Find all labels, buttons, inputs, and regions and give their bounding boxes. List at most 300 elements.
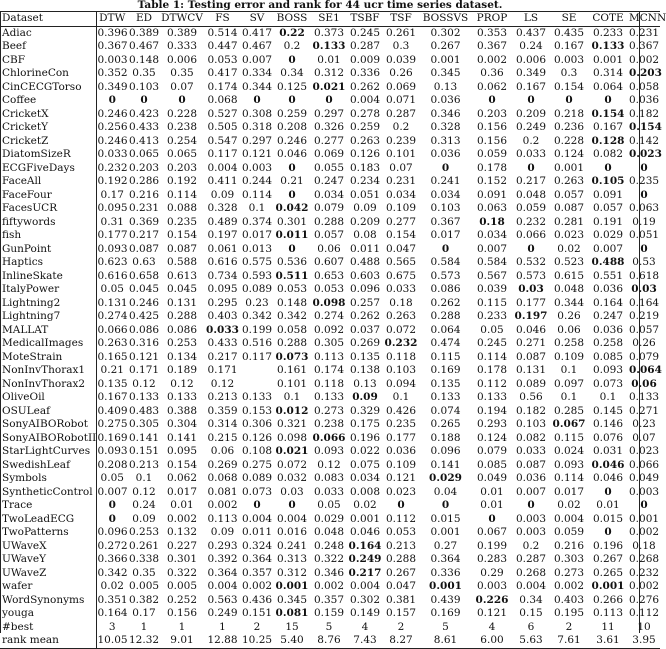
table-cell: 0.079 <box>476 445 508 458</box>
table-cell: 0.177 <box>97 229 128 242</box>
table-row <box>0 445 660 459</box>
table-cell: 0.068 <box>207 94 238 107</box>
table-cell: 0.046 <box>591 458 625 471</box>
table-cell: 0.022 <box>349 445 381 458</box>
summary-cell: 5.63 <box>512 634 550 648</box>
table-cell: 0.208 <box>276 121 308 134</box>
table-cell: 0.042 <box>275 202 309 215</box>
table-cell: 0.616 <box>97 269 128 282</box>
table-cell: 0.02 <box>353 499 377 512</box>
table-cell: 0.489 <box>207 215 238 228</box>
table-cell: 0 <box>397 499 405 512</box>
table-cell: 0.01 <box>317 53 341 66</box>
table-row <box>0 553 660 567</box>
summary-cell: 7.61 <box>550 634 588 648</box>
table-cell: 0.109 <box>385 202 417 215</box>
table-cell: 0.085 <box>592 350 624 363</box>
table-cell: 0.095 <box>207 283 238 296</box>
table-cell: 0.082 <box>515 431 547 444</box>
table-cell: 0.003 <box>242 161 273 174</box>
dataset-name: CricketZ <box>0 135 96 149</box>
table-cell: 0.235 <box>629 175 660 188</box>
table-cell: 0.002 <box>629 580 660 593</box>
header-row <box>0 12 660 27</box>
table-cell: 0.034 <box>476 229 508 242</box>
table-cell: 0.268 <box>515 566 547 579</box>
table-cell: 0.113 <box>592 607 624 620</box>
table-cell: 0.149 <box>349 607 381 620</box>
table-cell: 0.091 <box>476 188 508 201</box>
table-cell: 0.436 <box>242 593 273 606</box>
table-cell: 0.157 <box>385 607 417 620</box>
table-cell: 0.073 <box>592 377 624 390</box>
table-row <box>0 297 660 311</box>
table-cell: 0.053 <box>313 283 345 296</box>
table-cell: 0.133 <box>129 391 160 404</box>
table-cell: 0.302 <box>430 26 461 39</box>
table-cell: 0.005 <box>166 580 198 593</box>
table-cell: 0.417 <box>242 26 273 39</box>
table-cell: 0.133 <box>166 391 198 404</box>
table-row <box>0 337 660 351</box>
table-cell: 0.072 <box>385 323 417 336</box>
table-cell: 0.217 <box>348 566 382 579</box>
table-cell: 0.208 <box>97 458 128 471</box>
table-caption: Table 1: Testing error and rank for 44 ucr time series dataset. <box>137 0 503 11</box>
table-cell: 0.029 <box>592 229 624 242</box>
table-cell: 0.007 <box>476 242 508 255</box>
table-cell: 0.313 <box>276 553 308 566</box>
table-cell: 0.467 <box>129 40 160 53</box>
table-cell: 0.133 <box>430 391 461 404</box>
table-cell: 0.112 <box>629 607 660 620</box>
table-cell: 0.474 <box>430 337 461 350</box>
column-header: Dataset <box>0 12 96 27</box>
table-cell: 0.197 <box>207 229 238 242</box>
table-cell: 0.031 <box>592 445 624 458</box>
table-cell: 0.575 <box>242 256 273 269</box>
table-cell: 0.02 <box>100 580 124 593</box>
table-cell: 0.023 <box>629 148 662 161</box>
table-cell: 0.133 <box>313 391 345 404</box>
table-cell: 0.287 <box>349 40 381 53</box>
table-cell: 0.316 <box>129 337 160 350</box>
summary-cell: 3 <box>108 620 116 633</box>
summary-cell: 6 <box>527 620 535 633</box>
table-cell: 0.232 <box>515 215 547 228</box>
table-cell: 0.523 <box>553 256 585 269</box>
table-cell: 0.082 <box>592 148 624 161</box>
table-cell: 0.258 <box>553 337 585 350</box>
table-cell: 0.069 <box>385 80 417 93</box>
table-cell: 0.231 <box>385 175 417 188</box>
table-cell: 0.154 <box>166 229 198 242</box>
table-cell: 0.308 <box>242 107 273 120</box>
table-cell: 0.178 <box>476 364 508 377</box>
table-cell: 0.039 <box>385 53 417 66</box>
table-cell: 0.231 <box>129 202 160 215</box>
summary-cell: 2 <box>565 620 573 633</box>
table-cell: 0.249 <box>207 607 238 620</box>
table-cell: 0.051 <box>629 229 660 242</box>
table-row <box>0 175 660 189</box>
table-cell: 0.132 <box>166 526 198 539</box>
table-cell: 0.096 <box>430 445 461 458</box>
table-cell: 0.261 <box>129 539 160 552</box>
dataset-name: Adiac <box>0 26 96 40</box>
dataset-name: SyntheticControl <box>0 486 96 500</box>
table-cell: 0.318 <box>242 121 273 134</box>
table-cell: 0.21 <box>280 175 304 188</box>
table-cell: 0.203 <box>166 161 198 174</box>
summary-cell: 5 <box>442 620 449 633</box>
table-cell: 0.004 <box>276 512 308 525</box>
table-cell: 0.516 <box>242 337 273 350</box>
dataset-name: MoteStrain <box>0 351 96 365</box>
table-cell: 0 <box>288 188 296 201</box>
table-cell: 0.023 <box>553 229 585 242</box>
table-cell: 0.426 <box>385 404 417 417</box>
table-cell: 0.121 <box>385 472 417 485</box>
dataset-name: DiatomSizeR <box>0 148 96 162</box>
table-cell: 0.103 <box>129 80 160 93</box>
table-cell: 0.073 <box>242 485 273 498</box>
table-cell: 0.036 <box>430 148 461 161</box>
table-cell: 0.197 <box>514 310 548 323</box>
table-cell: 0.049 <box>629 472 660 485</box>
table-cell: 0.302 <box>349 593 381 606</box>
table-cell: 0.07 <box>632 431 656 444</box>
table-cell: 0 <box>604 485 612 498</box>
table-cell: 0.061 <box>207 242 238 255</box>
table-cell: 0.089 <box>242 283 273 296</box>
table-cell: 0.675 <box>385 269 417 282</box>
dataset-name: NonInvThorax1 <box>0 364 96 378</box>
table-cell: 0.057 <box>313 229 345 242</box>
table-cell: 0.177 <box>515 296 547 309</box>
table-cell: 0.093 <box>97 242 128 255</box>
table-row <box>0 40 660 54</box>
table-cell: 0.034 <box>313 188 345 201</box>
table-cell: 0 <box>288 499 296 512</box>
table-cell: 0.087 <box>515 350 547 363</box>
table-cell: 0.367 <box>629 40 660 53</box>
table-cell: 0.164 <box>629 296 660 309</box>
table-cell: 0.246 <box>129 296 160 309</box>
table-cell: 0.057 <box>592 202 624 215</box>
table-cell: 0.536 <box>276 256 308 269</box>
table-cell: 0.409 <box>97 404 128 417</box>
table-cell: 0.064 <box>430 323 461 336</box>
table-cell: 0.096 <box>349 283 381 296</box>
table-cell: 0.024 <box>553 445 585 458</box>
table-row <box>0 432 660 446</box>
table-cell: 0.312 <box>313 67 345 80</box>
table-cell: 0.269 <box>207 458 238 471</box>
dataset-name: FaceFour <box>0 189 96 203</box>
table-cell: 0.036 <box>385 445 417 458</box>
table-cell: 0.068 <box>207 472 238 485</box>
table-cell: 0.033 <box>313 485 345 498</box>
table-cell: 0.133 <box>242 391 273 404</box>
table-cell: 0.09 <box>132 512 156 525</box>
table-cell: 0.293 <box>476 418 508 431</box>
table-cell: 0.203 <box>129 161 160 174</box>
table-cell: 0.002 <box>629 526 660 539</box>
table-cell: 0.511 <box>275 269 309 282</box>
table-cell: 0.329 <box>349 404 381 417</box>
table-cell: 0.366 <box>97 553 128 566</box>
table-row <box>0 459 660 473</box>
dataset-name: Symbols <box>0 472 96 486</box>
table-cell: 0.1 <box>283 391 301 404</box>
table-row <box>0 81 660 95</box>
summary-cell: 1 <box>219 620 226 633</box>
summary-cell: 10.25 <box>242 634 273 647</box>
table-cell: 0.283 <box>476 553 508 566</box>
table-cell: 0.126 <box>242 431 273 444</box>
table-cell: 0.096 <box>97 526 128 539</box>
table-cell: 0.066 <box>312 431 346 444</box>
dataset-name: FacesUCR <box>0 202 96 216</box>
table-cell: 0.033 <box>515 445 547 458</box>
table-cell: 0.258 <box>592 337 624 350</box>
table-cell: 0.063 <box>629 202 660 215</box>
table-cell: 0.334 <box>242 67 273 80</box>
dataset-name: ChlorineCon <box>0 67 96 81</box>
table-cell: 0.032 <box>276 472 308 485</box>
table-cell: 0.017 <box>430 229 461 242</box>
table-cell: 0.252 <box>166 593 198 606</box>
table-cell: 0.071 <box>385 94 417 107</box>
table-cell: 0.001 <box>591 580 625 593</box>
dataset-name: youga <box>0 607 96 621</box>
table-cell: 0.271 <box>629 404 660 417</box>
table-cell: 0.244 <box>242 175 273 188</box>
table-cell: 0.367 <box>97 40 128 53</box>
table-cell: 0.016 <box>276 526 308 539</box>
table-cell: 0.514 <box>207 26 238 39</box>
table-cell: 0.01 <box>480 485 504 498</box>
table-cell: 0.342 <box>97 566 128 579</box>
table-cell: 0.001 <box>429 580 462 593</box>
table-cell: 0.297 <box>242 134 273 147</box>
table-cell: 0.322 <box>313 553 345 566</box>
table-cell: 0.165 <box>97 350 128 363</box>
table-cell: 0.227 <box>166 539 198 552</box>
table-cell: 0.05 <box>480 323 504 336</box>
table-cell: 0.23 <box>632 418 656 431</box>
table-cell: 0.467 <box>242 40 273 53</box>
table-cell: 0 <box>441 161 450 174</box>
table-cell: 0.059 <box>476 148 508 161</box>
table-cell: 0.05 <box>100 472 124 485</box>
table-cell: 0.121 <box>242 148 273 161</box>
table-cell: 0.033 <box>385 283 417 296</box>
table-cell: 0 <box>604 94 612 107</box>
table-cell: 0 <box>140 94 148 107</box>
table-cell: 0.228 <box>553 134 585 147</box>
table-cell: 0.114 <box>476 350 508 363</box>
table-cell: 0.241 <box>430 175 461 188</box>
table-cell: 0.263 <box>553 175 585 188</box>
table-cell: 0.304 <box>166 418 198 431</box>
summary-cell: 7.43 <box>347 634 383 648</box>
table-cell: 0.342 <box>276 310 308 323</box>
table-cell: 0 <box>604 526 612 539</box>
table-cell: 0.247 <box>313 175 345 188</box>
table-cell: 0 <box>288 94 296 107</box>
table-row <box>0 351 660 365</box>
table-cell: 0.109 <box>553 350 585 363</box>
table-cell: 0.047 <box>385 242 417 255</box>
table-cell: 0.216 <box>553 539 585 552</box>
table-cell: 0.288 <box>276 337 308 350</box>
table-cell: 0.146 <box>592 418 624 431</box>
table-cell: 0.053 <box>385 526 417 539</box>
table-cell: 0.616 <box>207 256 238 269</box>
table-cell: 0.164 <box>97 607 128 620</box>
table-cell: 0.006 <box>166 53 198 66</box>
table-cell: 0.584 <box>430 256 461 269</box>
table-cell: 0.203 <box>476 107 508 120</box>
dataset-name: ItalyPower <box>0 283 96 297</box>
table-cell: 0.245 <box>349 26 381 39</box>
table-cell: 0.06 <box>557 323 581 336</box>
table-cell: 0.215 <box>207 431 238 444</box>
table-cell: 0.112 <box>476 377 508 390</box>
table-row <box>0 283 660 297</box>
table-cell: 0.101 <box>276 377 308 390</box>
table-cell: 0.353 <box>476 26 508 39</box>
table-row <box>0 121 660 135</box>
table-cell: 0.213 <box>129 458 160 471</box>
table-cell: 0.034 <box>385 188 417 201</box>
table-row <box>0 54 660 68</box>
table-cell: 0.003 <box>629 485 660 498</box>
table-cell: 0.133 <box>476 391 508 404</box>
table-cell: 0.191 <box>592 215 624 228</box>
table-cell: 0.12 <box>132 377 156 390</box>
table-cell: 0.413 <box>129 134 160 147</box>
table-cell: 0.004 <box>515 580 547 593</box>
table-cell: 0.254 <box>166 134 198 147</box>
table-cell: 0.02 <box>557 242 581 255</box>
column-header: SE <box>550 12 588 27</box>
table-cell: 0.029 <box>313 512 345 525</box>
table-cell: 0.324 <box>242 539 273 552</box>
table-row <box>0 67 660 81</box>
table-cell: 0.047 <box>385 580 417 593</box>
table-cell: 0.13 <box>353 377 377 390</box>
table-cell: 0.249 <box>348 553 382 566</box>
table-cell: 0.09 <box>353 202 377 215</box>
table-cell: 0.046 <box>276 148 308 161</box>
table-cell: 0.285 <box>553 404 585 417</box>
table-cell: 0.03 <box>280 485 304 498</box>
dataset-name: TwoLeadECG <box>0 513 96 527</box>
table-cell: 0.124 <box>553 148 585 161</box>
table-cell: 0.062 <box>166 472 198 485</box>
table-cell: 0.171 <box>129 364 160 377</box>
table-cell: 0.046 <box>349 526 381 539</box>
table-cell: 0 <box>108 512 116 525</box>
summary-cell: 15 <box>285 620 299 633</box>
table-cell: 0.2 <box>392 121 410 134</box>
table-cell: 0.148 <box>129 53 160 66</box>
dataset-name: Lightning7 <box>0 310 96 324</box>
table-row <box>0 391 660 405</box>
table-cell: 0.003 <box>553 53 585 66</box>
table-cell: 0.002 <box>313 580 345 593</box>
table-cell: 0.065 <box>166 148 198 161</box>
table-cell: 0.263 <box>97 337 128 350</box>
dataset-name: fish <box>0 229 96 243</box>
table-cell: 0.098 <box>276 431 308 444</box>
table-cell: 0.12 <box>210 377 235 390</box>
table-cell: 0.27 <box>433 539 458 552</box>
table-cell: 0.164 <box>592 296 624 309</box>
table-cell: 0.064 <box>592 80 624 93</box>
table-cell: 0.048 <box>515 188 547 201</box>
table-cell: 0.563 <box>207 593 238 606</box>
table-cell: 0.246 <box>97 107 128 120</box>
table-cell: 0.001 <box>592 53 624 66</box>
table-cell: 0.169 <box>430 607 461 620</box>
table-cell: 0.263 <box>349 134 381 147</box>
table-cell: 0.09 <box>352 391 378 404</box>
table-cell: 0.345 <box>276 593 308 606</box>
table-cell: 0 <box>488 94 496 107</box>
table-cell: 0.403 <box>207 310 238 323</box>
table-cell: 0.527 <box>207 107 238 120</box>
column-header: LS <box>512 12 550 27</box>
table-cell: 0.064 <box>629 364 662 377</box>
table-cell: 0.238 <box>166 121 198 134</box>
table-row <box>0 189 660 203</box>
table-cell: 0.233 <box>592 26 624 39</box>
table-cell: 0.346 <box>430 107 461 120</box>
table-row <box>0 94 660 108</box>
dataset-name: UWaveY <box>0 553 96 567</box>
table-cell: 0.267 <box>592 553 624 566</box>
table-row <box>0 499 660 513</box>
table-cell: 0.22 <box>279 26 305 39</box>
table-cell: 0.488 <box>591 256 625 269</box>
table-cell: 0.392 <box>207 553 238 566</box>
table-cell: 0.1 <box>599 391 617 404</box>
table-cell: 0.095 <box>166 445 198 458</box>
dataset-name: WordSynonyms <box>0 594 96 608</box>
table-cell: 0.336 <box>430 566 461 579</box>
table-cell: 0.081 <box>207 485 238 498</box>
table-cell: 0.05 <box>100 283 124 296</box>
table-cell: 0.226 <box>475 593 509 606</box>
table-cell: 0.057 <box>629 323 660 336</box>
table-cell: 0.156 <box>476 134 508 147</box>
table-cell: 0.171 <box>207 364 238 377</box>
column-header: SE1 <box>311 12 347 27</box>
table-cell: 0.26 <box>389 67 413 80</box>
table-cell: 0.002 <box>476 53 508 66</box>
table-cell: 0 <box>565 94 573 107</box>
table-row <box>0 270 660 284</box>
table-cell: 0.118 <box>385 350 417 363</box>
table-cell: 0.142 <box>629 134 660 147</box>
table-cell: 0.267 <box>385 566 417 579</box>
table-cell: 0 <box>178 94 186 107</box>
table-cell: 0.075 <box>349 458 381 471</box>
